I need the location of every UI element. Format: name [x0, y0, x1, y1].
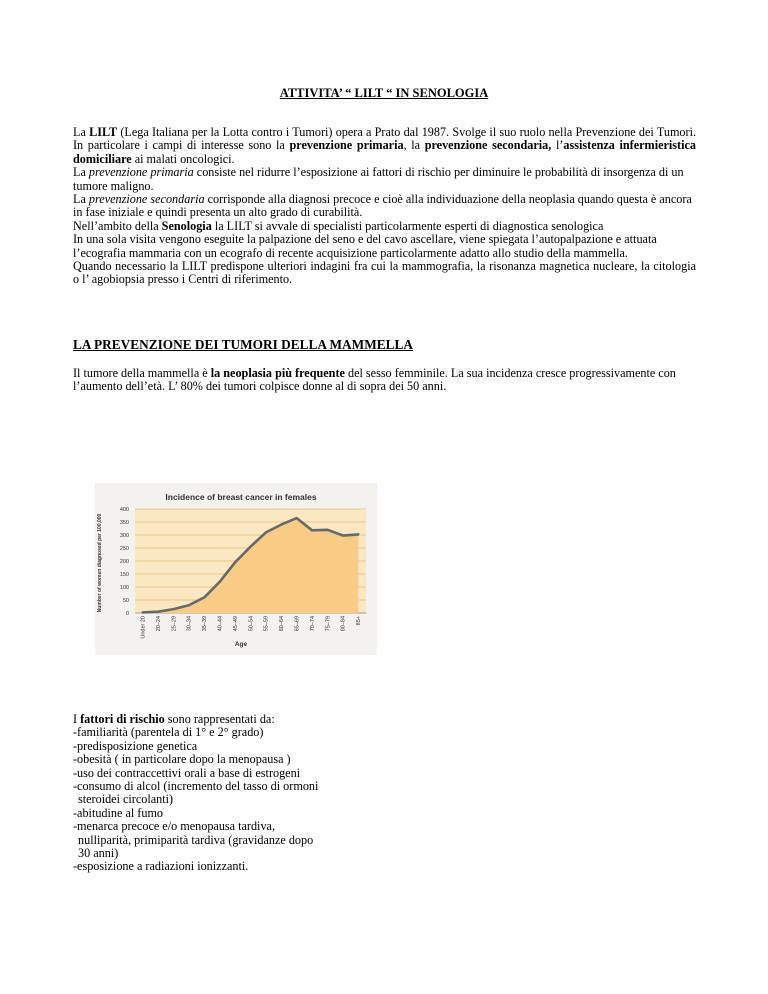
- prevenzione-secondaria-bold: prevenzione secondaria,: [424, 138, 552, 153]
- chart-y-tick-label: 250: [119, 546, 129, 552]
- chart-x-tick-label: 45–49: [232, 616, 239, 632]
- text: Il tumore della mammella è: [73, 366, 211, 380]
- chart-x-tick-label: 60–64: [279, 616, 286, 632]
- chart-data-point: [219, 581, 221, 583]
- text: I: [73, 712, 81, 726]
- risk-factors: [73, 713, 393, 874]
- chart-data-point: [311, 530, 313, 532]
- intro-paragraph-1: [73, 126, 696, 166]
- chart-data-point: [358, 534, 360, 536]
- intro-paragraph-3: [73, 193, 696, 220]
- chart-y-tick-label: 350: [119, 520, 129, 526]
- chart-x-tick-label: Under 20: [140, 616, 147, 639]
- risk-item: -familiarità (parentela di 1° e 2° grado): [73, 725, 264, 740]
- risk-item: nulliparità, primiparità tardiva (gravidanze dopo: [78, 832, 314, 847]
- risk-item: 30 anni): [78, 846, 119, 861]
- risk-item: -predisposizione genetica: [73, 738, 198, 753]
- chart-x-tick-label: 55–59: [263, 616, 270, 632]
- prevenzione-secondaria-italic: prevenzione secondaria: [88, 192, 205, 207]
- intro-section: [73, 126, 696, 287]
- incidence-chart: [95, 483, 377, 655]
- risk-item: -abitudine al fumo: [73, 805, 164, 820]
- chart-data-point: [265, 532, 267, 534]
- prevenzione-primaria-bold: prevenzione primaria: [289, 138, 404, 153]
- chart-y-axis-label: Number of women diagnosed per 100,000: [97, 513, 103, 613]
- text: sono rappresentati da:: [164, 712, 275, 726]
- chart-y-tick-label: 300: [119, 533, 129, 539]
- chart-x-tick-label: 65–69: [294, 616, 301, 632]
- chart-x-tick-label: 75–79: [325, 616, 332, 632]
- risk-item: steroidei circolanti): [78, 792, 174, 807]
- chart-data-point: [173, 608, 175, 610]
- prevenzione-primaria-italic: prevenzione primaria: [88, 165, 194, 180]
- text: del sesso femminile. La sua incidenza cresce progressivamente con l’aumento dell’età. L’ 80% dei tumori colpisce donne al di sopra dei 50 anni.: [73, 366, 676, 394]
- page-title: ATTIVITA’ “ LILT “ IN SENOLOGIA: [279, 86, 489, 100]
- intro-paragraph-4: [73, 220, 696, 233]
- text: la LILT si avvale di specialisti particolarmente esperti di diagnostica senologica: [211, 218, 604, 233]
- chart-data-point: [188, 604, 190, 606]
- chart-svg: [95, 483, 377, 655]
- chart-data-point: [204, 597, 206, 599]
- chart-y-tick-label: 50: [122, 598, 129, 604]
- chart-x-tick-label: 35–39: [202, 616, 209, 632]
- chart-x-tick-label: 70–74: [309, 616, 316, 632]
- chart-data-point: [250, 546, 252, 548]
- neoplasia-bold: la neoplasia più frequente: [210, 366, 345, 380]
- risk-item: -consumo di alcol (incremento del tasso di ormoni: [73, 779, 319, 794]
- chart-y-tick-label: 0: [125, 611, 129, 617]
- text: La: [73, 192, 89, 207]
- chart-data-point: [142, 612, 144, 614]
- chart-x-tick-label: 30–34: [186, 616, 193, 632]
- risk-item: -uso dei contraccettivi orali a base di estrogeni: [73, 765, 301, 780]
- chart-y-ticks: [120, 507, 129, 617]
- chart-y-tick-label: 400: [119, 507, 129, 513]
- chart-y-tick-label: 200: [119, 559, 129, 565]
- intro-paragraph-2: [73, 166, 696, 193]
- intro-paragraph-5: In una sola visita vengono eseguite la palpazione del seno e del cavo ascellare, viene spiegata l’autopalpazione e attuata l’ecografia mammaria con un ecografo di recente acquisizione particolarmente adatto allo studio della mammella.: [73, 232, 657, 260]
- chart-data-point: [234, 562, 236, 564]
- risk-intro: [73, 713, 393, 726]
- text: (Lega Italiana per la Lotta contro i Tumori) opera a Prato dal 1987. Svolge il suo ruolo nella Prevenzione dei Tumori. In particolare i campi di interesse sono la: [73, 125, 697, 153]
- senologia-bold: Senologia: [161, 218, 212, 233]
- chart-x-tick-label: 40–44: [217, 616, 224, 632]
- section-heading: LA PREVENZIONE DEI TUMORI DELLA MAMMELLA: [73, 337, 413, 352]
- text: corrisponde alla diagnosi precoce e cioè alla individuazione della neoplasia quando questa è ancora in fase iniziale e quindi presenta un alto grado di curabilità.: [73, 192, 692, 220]
- intro-paragraph-6: Quando necessario la LILT predispone ulteriori indagini fra cui la mammografia, la risonanza magnetica nucleare, la citologia o l’ agobiopsia presso i Centri di riferimento.: [73, 259, 696, 287]
- text: La: [73, 165, 89, 180]
- chart-x-tick-label: 85+: [356, 616, 363, 626]
- chart-x-axis-label: Age: [234, 641, 248, 648]
- text: l’: [551, 138, 564, 153]
- section-body: [73, 367, 696, 394]
- chart-data-point: [281, 524, 283, 526]
- fattori-di-rischio-bold: fattori di rischio: [80, 712, 165, 726]
- chart-x-ticks: [141, 616, 363, 639]
- text: La: [73, 125, 90, 139]
- chart-data-point: [296, 517, 298, 519]
- risk-item: -obesità ( in particolare dopo la menopausa ): [73, 752, 291, 767]
- chart-x-tick-label: 25–29: [171, 616, 178, 632]
- risk-item: -esposizione a radiazioni ionizzanti.: [73, 859, 249, 874]
- text: Nell’ambito della: [73, 218, 162, 233]
- risk-item: -menarca precoce e/o menopausa tardiva,: [73, 819, 275, 834]
- assistenza-bold: assistenza infermieristica domiciliare: [73, 138, 696, 166]
- chart-data-point: [327, 529, 329, 531]
- chart-y-tick-label: 150: [119, 572, 129, 578]
- text: ai malati oncologici.: [131, 151, 235, 166]
- text: consiste nel ridurre l’esposizione ai fattori di rischio per diminuire le probabilità di insorgenza di un tumore maligno.: [73, 165, 684, 193]
- chart-y-tick-label: 100: [119, 585, 129, 591]
- chart-x-tick-label: 50–54: [248, 616, 255, 632]
- chart-title: Incidence of breast cancer in females: [165, 492, 317, 502]
- chart-data-point: [342, 535, 344, 537]
- chart-data-point: [157, 611, 159, 613]
- chart-x-tick-label: 20–24: [155, 616, 162, 632]
- lilt-bold: LILT: [89, 125, 118, 139]
- chart-x-tick-label: 80–84: [340, 616, 347, 632]
- text: , la: [403, 138, 425, 153]
- section-paragraph: [73, 367, 696, 394]
